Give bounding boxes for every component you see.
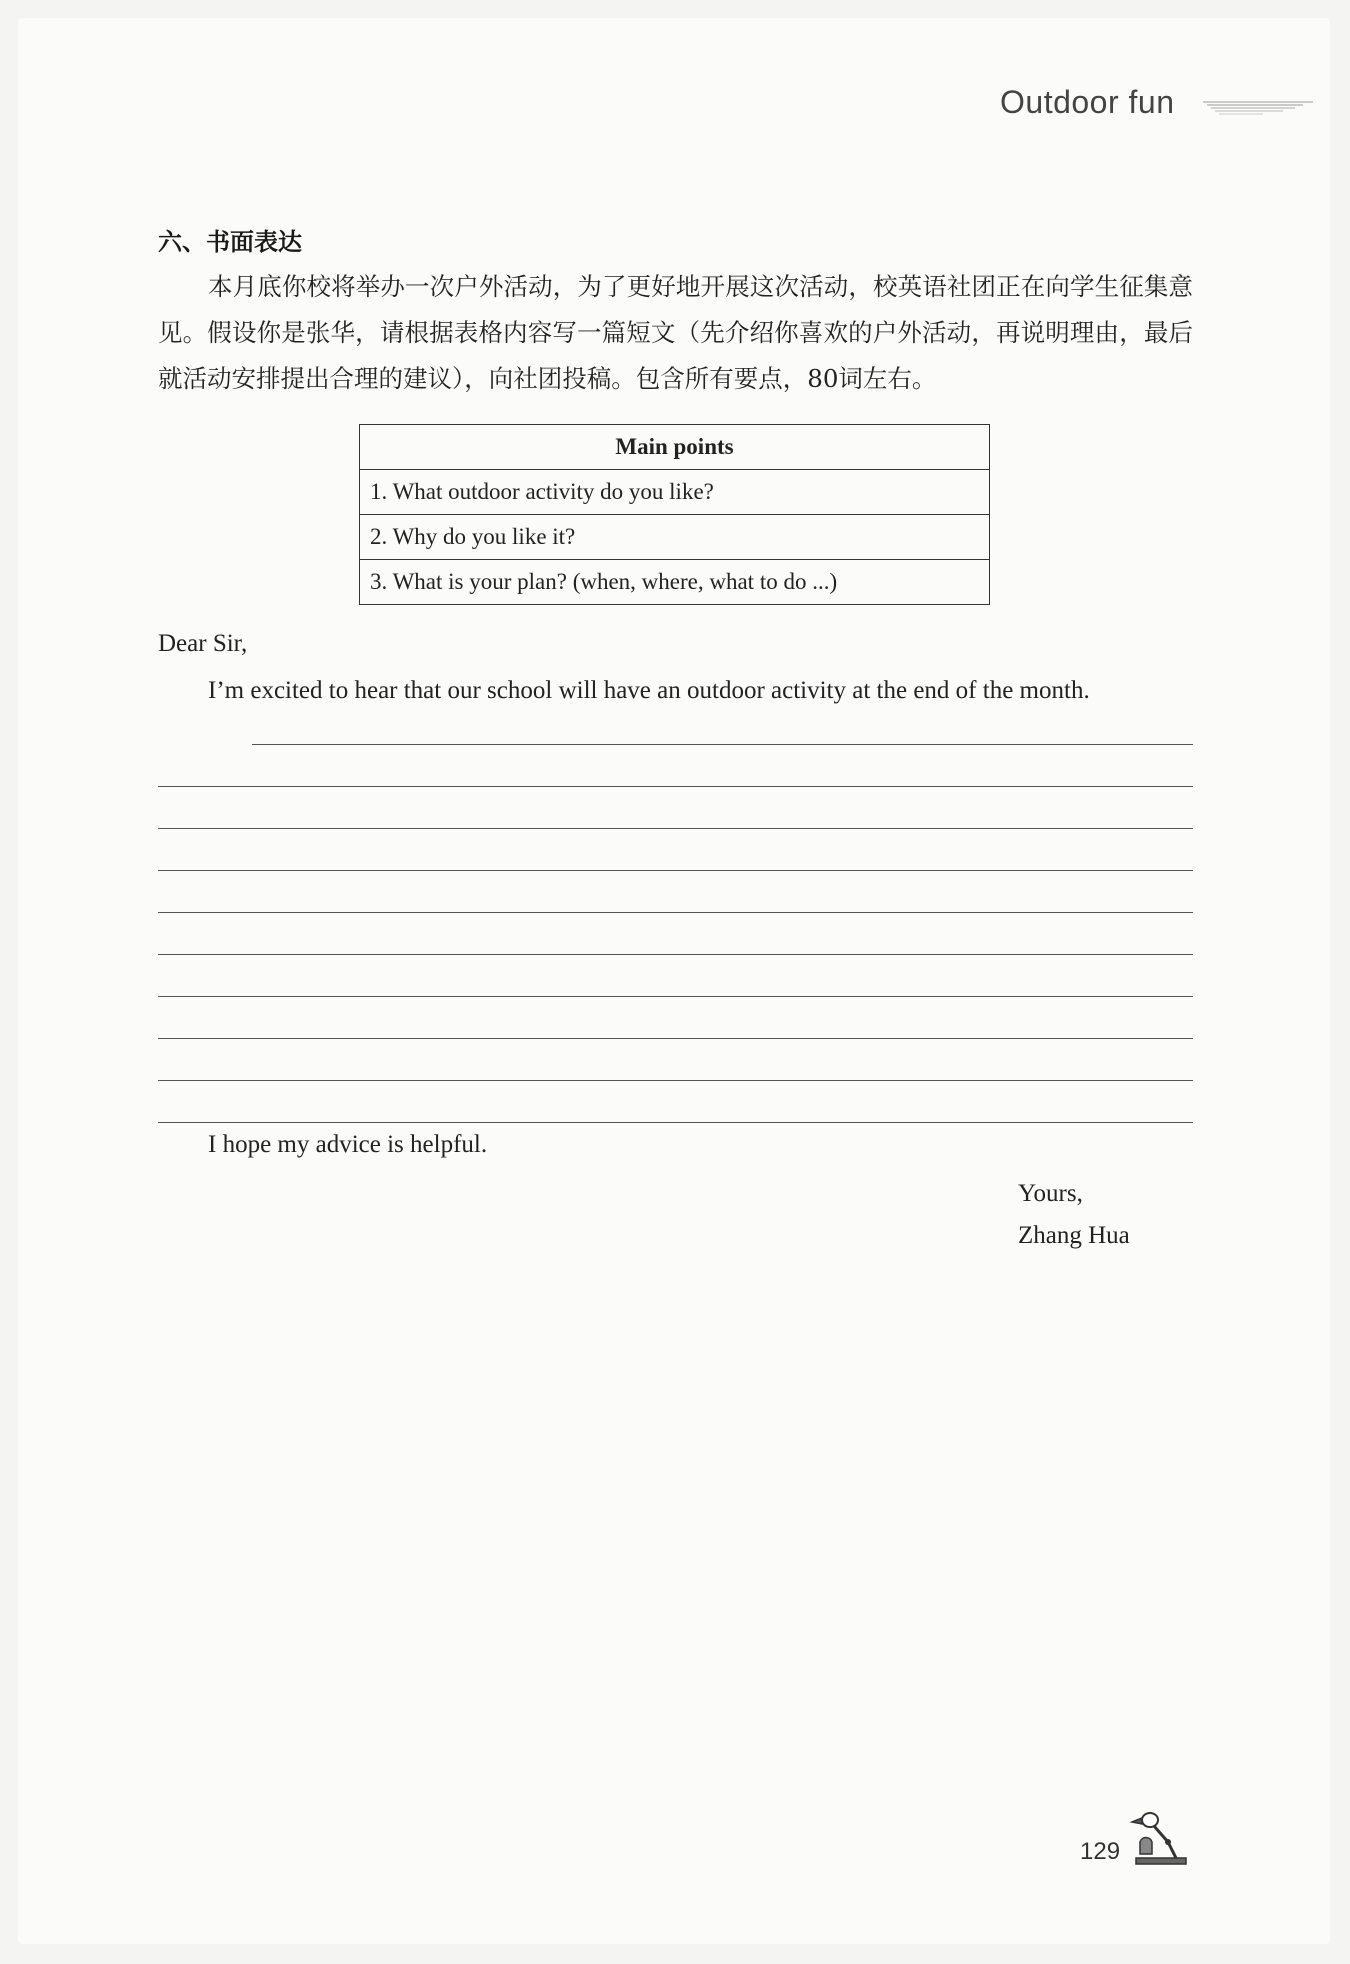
- table-row: 2. Why do you like it?: [360, 515, 990, 560]
- main-points-table: [359, 424, 990, 605]
- section-heading: 六、书面表达: [158, 228, 302, 256]
- writing-line[interactable]: [158, 1038, 1193, 1039]
- page-number: 129: [1080, 1838, 1121, 1865]
- writing-line[interactable]: [158, 870, 1193, 871]
- writing-line[interactable]: [158, 1080, 1193, 1081]
- table-row: 3. What is your plan? (when, where, what to do ...): [360, 560, 990, 605]
- running-title: Outdoor fun: [1000, 84, 1175, 120]
- writing-line[interactable]: [158, 912, 1193, 913]
- writing-line[interactable]: [252, 744, 1193, 745]
- writing-line[interactable]: [158, 996, 1193, 997]
- speed-lines-icon: [1203, 100, 1313, 116]
- letter-closing: I hope my advice is helpful.: [208, 1131, 488, 1158]
- signature: Zhang Hua: [1018, 1222, 1130, 1249]
- task-instruction: 本月底你校将举办一次户外活动，为了更好地开展这次活动，校英语社团正在向学生征集意见。假设你是张华，请根据表格内容写一篇短文（先介绍你喜欢的户外活动，再说明理由，最后就活动安排提出合理的建议），向社团投稿。包含所有要点，80词左右。: [158, 272, 1193, 393]
- writing-line[interactable]: [158, 828, 1193, 829]
- writing-line[interactable]: [158, 954, 1193, 955]
- letter-opening: I’m excited to hear that our school will have an outdoor activity at the end of the month.: [208, 677, 1090, 704]
- table-header: Main points: [360, 425, 990, 470]
- writing-line[interactable]: [158, 786, 1193, 787]
- table-row: 1. What outdoor activity do you like?: [360, 470, 990, 515]
- letter-signoff: [1018, 1173, 1130, 1257]
- signoff-text: Yours,: [1018, 1180, 1083, 1207]
- letter-greeting: Dear Sir,: [158, 630, 248, 657]
- desk-lamp-mascot-icon: [1128, 1808, 1190, 1870]
- writing-line[interactable]: [158, 1122, 1193, 1123]
